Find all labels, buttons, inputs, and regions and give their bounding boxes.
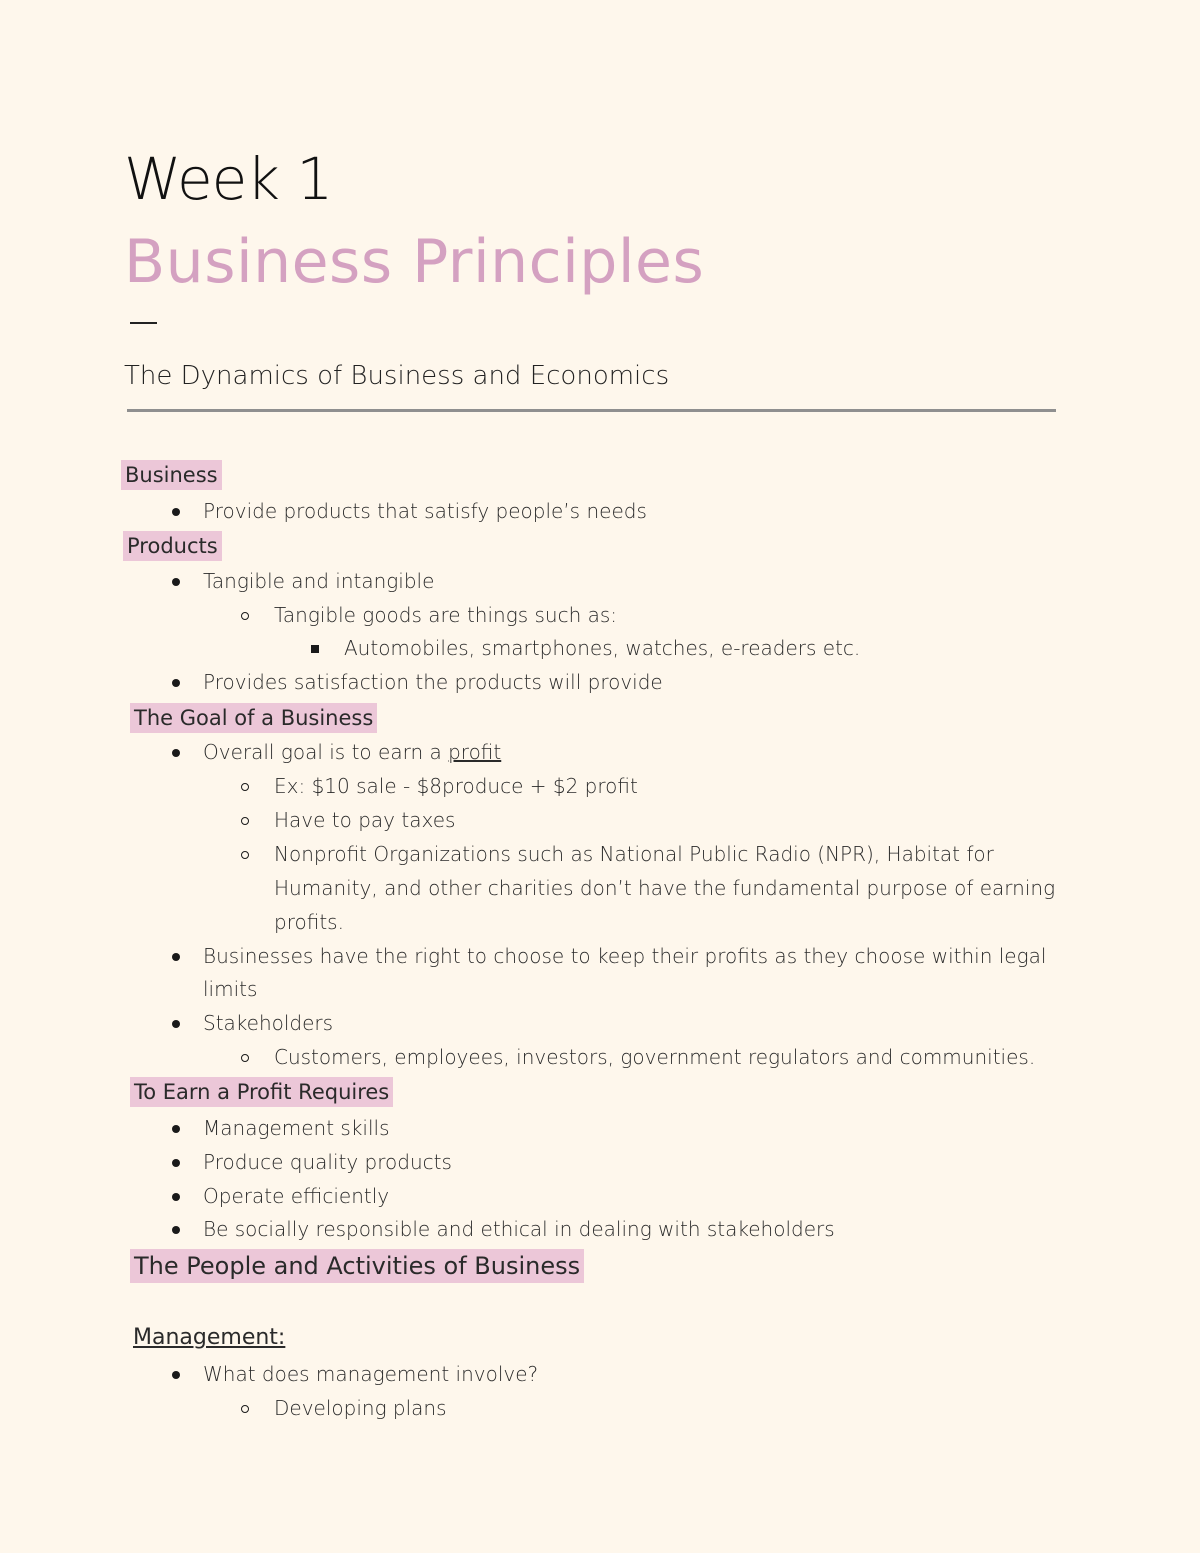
bullet-item: Businesses have the right to choose to keep their profits as they choose within legal [203, 944, 1047, 968]
sub-bullet-item: Customers, employees, investors, government regulators and communities. [274, 1045, 1036, 1069]
heading-management: Management: [133, 1325, 286, 1350]
sub-bullet-continuation: Humanity, and other charities don’t have the fundamental purpose of earning [274, 876, 1056, 900]
subject-title: Business Principles [124, 227, 705, 297]
bullet-item: Tangible and intangible [203, 569, 435, 593]
week-title: Week 1 [124, 145, 333, 213]
subsub-bullet-item: Automobiles, smartphones, watches, e-readers etc. [344, 636, 861, 660]
bullet-item [203, 738, 501, 766]
heading-products: Products [123, 531, 222, 561]
subtitle: The Dynamics of Business and Economics [124, 361, 670, 391]
bullet-item: Stakeholders [203, 1011, 334, 1035]
bullet-item: What does management involve? [203, 1362, 539, 1386]
bullet-text: Overall goal is to earn a [203, 740, 449, 764]
heading-earn-profit: To Earn a Profit Requires [130, 1077, 393, 1107]
heading-people-activities: The People and Activities of Business [130, 1249, 584, 1283]
profit-term: profit [448, 740, 502, 764]
sub-bullet-item: Have to pay taxes [274, 808, 456, 832]
heading-goal: The Goal of a Business [130, 703, 377, 733]
sub-bullet-item: Nonprofit Organizations such as National Public Radio (NPR), Habitat for [274, 842, 994, 866]
horizontal-rule [127, 409, 1056, 412]
bullet-item: Produce quality products [203, 1150, 452, 1174]
heading-business: Business [121, 460, 222, 490]
title-dash [130, 322, 157, 324]
bullet-item: Be socially responsible and ethical in dealing with stakeholders [203, 1217, 835, 1241]
bullet-continuation: limits [203, 977, 258, 1001]
bullet-item: Management skills [203, 1116, 390, 1140]
bullet-item: Provide products that satisfy people’s needs [203, 499, 647, 523]
sub-bullet-item: Ex: $10 sale - $8produce + $2 profit [274, 774, 638, 798]
bullet-item: Provides satisfaction the products will provide [203, 670, 663, 694]
bullet-item: Operate efficiently [203, 1184, 390, 1208]
sub-bullet-continuation: profits. [274, 910, 344, 934]
sub-bullet-item: Tangible goods are things such as: [274, 603, 618, 627]
sub-bullet-item: Developing plans [274, 1396, 447, 1420]
